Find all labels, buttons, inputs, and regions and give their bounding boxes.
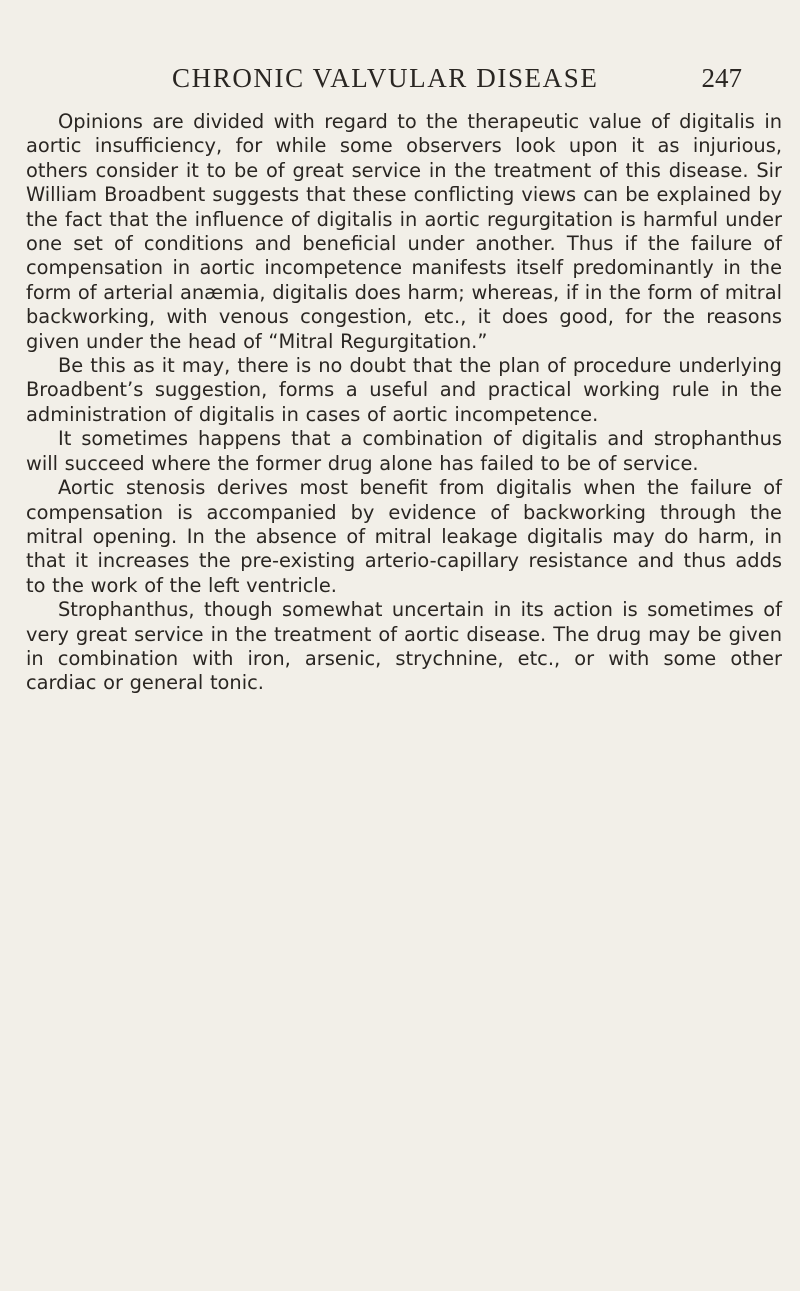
paragraph-aortic-stenosis: Aortic stenosis derives most benefit from digitalis when the failure of compensation is accompanied by evidence of backworking through the mitral opening. In the absence of mitral leakage digitalis may do harm, in that it increases the pre-existing arterio-capillary resistance and thus adds to the work of the left ventricle. bbox=[26, 476, 782, 597]
chapter-title: CHRONIC VALVULAR DISEASE bbox=[172, 63, 599, 93]
running-head bbox=[60, 60, 760, 96]
paragraph-strophanthus-tonic: Strophanthus, though somewhat uncertain in its action is sometimes of very great service in the treatment of aortic disease. The drug may be given in combination with iron, arsenic, strychnine, etc., or with some other cardiac or general tonic. bbox=[26, 598, 782, 695]
body-text bbox=[26, 110, 782, 696]
paragraph-digitalis-aortic-insufficiency: Opinions are divided with regard to the therapeutic value of digitalis in aortic insufficiency, for while some observers look upon it as injurious, others consider it to be of great service in the treatment of this disease. Sir William Broadbent suggests that these conflicting views can be explained by the fact that the influence of digitalis in aortic regurgitation is harmful under one set of conditions and beneficial under another. Thus if the failure of compensation in aortic incompetence manifests itself predominantly in the form of arterial anæmia, digitalis does harm; whereas, if in the form of mitral backworking, with venous congestion, etc., it does good, for the reasons given under the head of “Mitral Regurgitation.” bbox=[26, 110, 782, 353]
paragraph-strophanthus-combination: It sometimes happens that a combination of digitalis and strophanthus will succeed where the former drug alone has failed to be of service. bbox=[26, 427, 782, 475]
page-number: 247 bbox=[701, 63, 742, 93]
paragraph-broadbent-rule: Be this as it may, there is no doubt that the plan of procedure underlying Broadbent’s suggestion, forms a useful and practical working rule in the administration of digitalis in cases of aortic incompetence. bbox=[26, 354, 782, 426]
